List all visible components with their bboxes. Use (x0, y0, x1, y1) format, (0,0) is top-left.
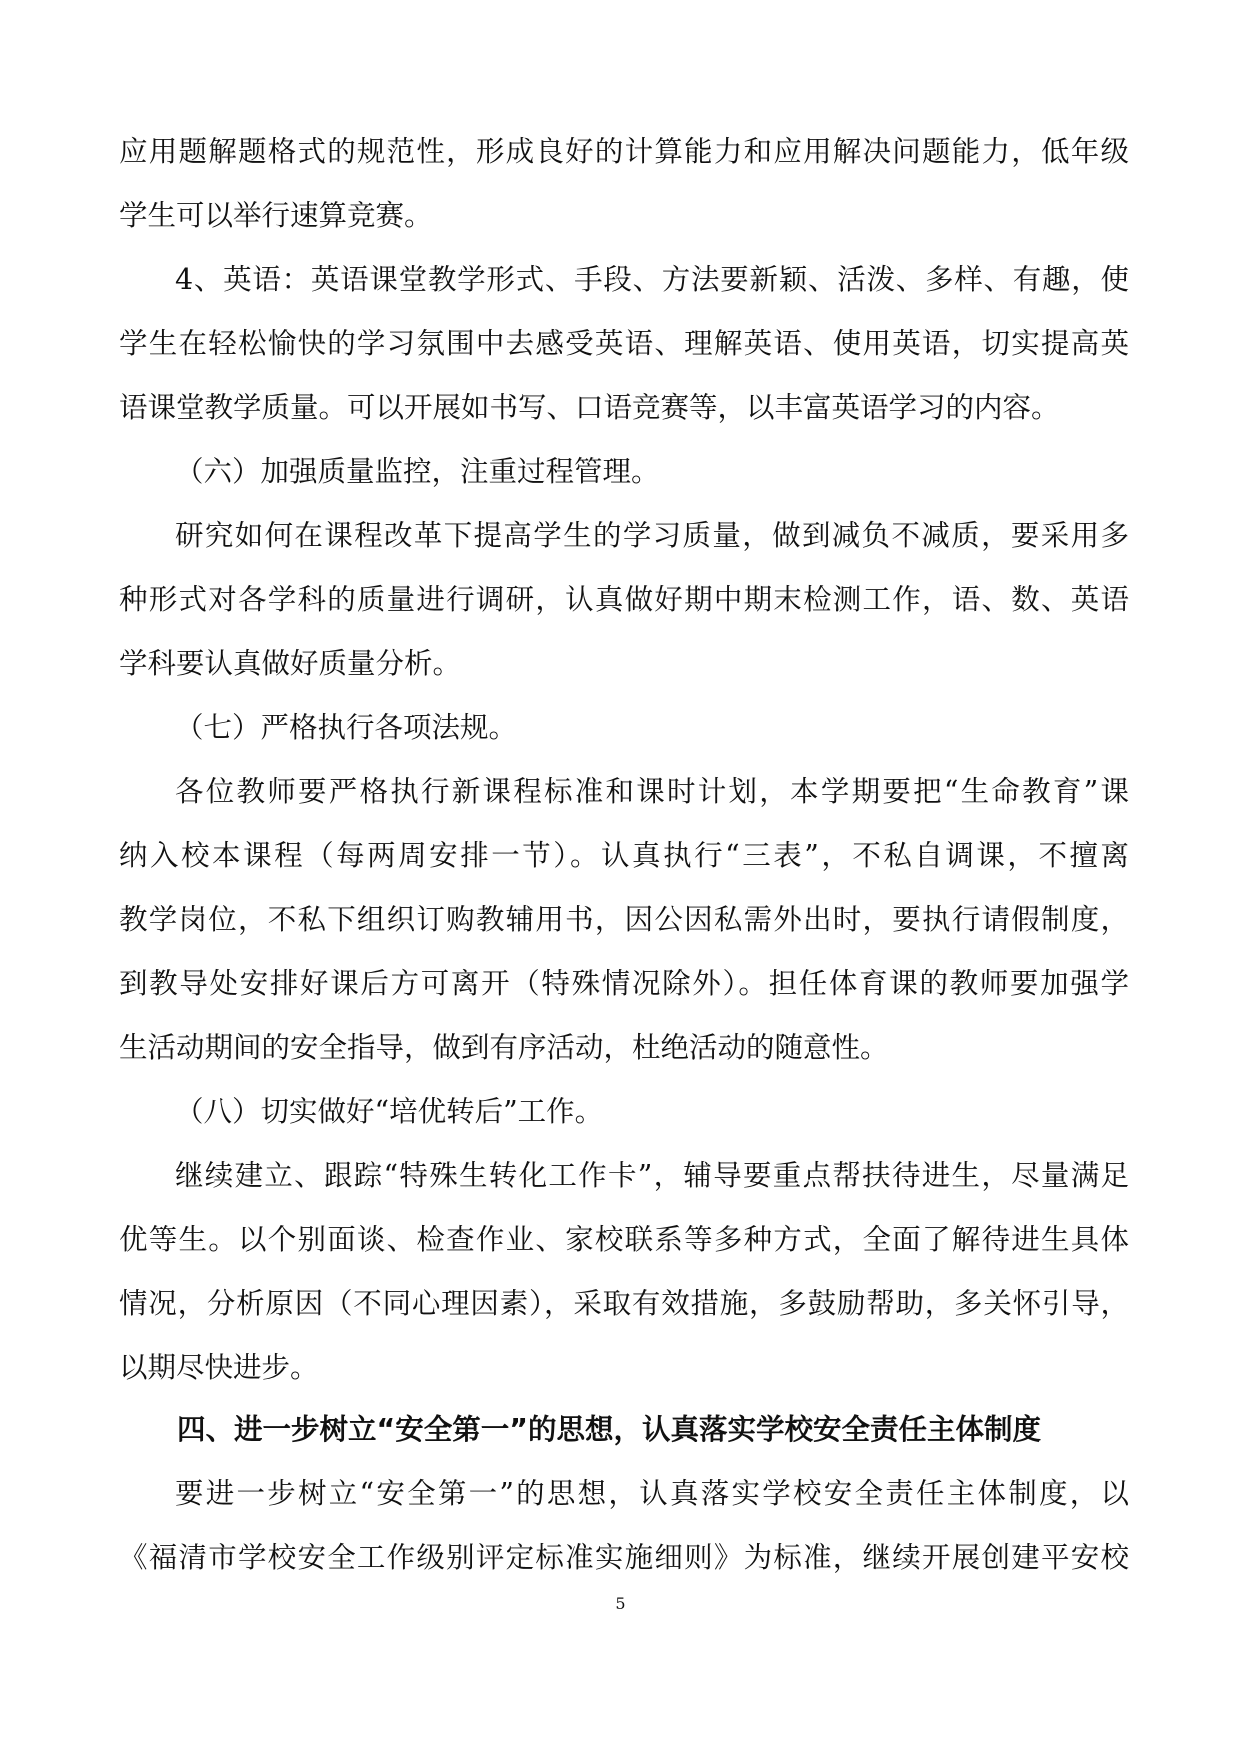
text-line: 纳入校本课程（每两周安排一节）。认真执行“三表”，不私自调课，不擅离 (119, 839, 1129, 872)
section-subheading: （八）切实做好“培优转后”工作。 (175, 1095, 604, 1128)
text-line: 应用题解题格式的规范性，形成良好的计算能力和应用解决问题能力，低年级 (119, 135, 1129, 168)
text-line: 优等生。以个别面谈、检查作业、家校联系等多种方式，全面了解待进生具体 (119, 1223, 1129, 1256)
text-line: 各位教师要严格执行新课程标准和课时计划，本学期要把“生命教育”课 (175, 775, 1129, 808)
text-line: 4、英语：英语课堂教学形式、手段、方法要新颖、活泼、多样、有趣，使 (175, 263, 1129, 296)
text-line: 《福清市学校安全工作级别评定标准实施细则》为标准，继续开展创建平安校 (119, 1541, 1129, 1574)
text-line: 种形式对各学科的质量进行调研，认真做好期中期末检测工作，语、数、英语 (119, 583, 1129, 616)
section-heading: 四、进一步树立“安全第一”的思想，认真落实学校安全责任主体制度 (177, 1413, 1041, 1446)
text-line: 继续建立、跟踪“特殊生转化工作卡”，辅导要重点帮扶待进生，尽量满足 (175, 1159, 1129, 1192)
text-line: 研究如何在课程改革下提高学生的学习质量，做到减负不减质，要采用多 (175, 519, 1129, 552)
section-subheading: （七）严格执行各项法规。 (175, 711, 518, 744)
text-line: 要进一步树立“安全第一”的思想，认真落实学校安全责任主体制度，以 (175, 1477, 1129, 1510)
text-line: 语课堂教学质量。可以开展如书写、口语竞赛等，以丰富英语学习的内容。 (119, 391, 1060, 424)
text-line: 到教导处安排好课后方可离开（特殊情况除外）。担任体育课的教师要加强学 (119, 967, 1129, 1000)
page-number: 5 (615, 1594, 626, 1613)
text-line: 情况，分析原因（不同心理因素），采取有效措施，多鼓励帮助，多关怀引导， (119, 1287, 1129, 1320)
text-line: 学生可以举行速算竞赛。 (119, 199, 433, 232)
text-line: 学科要认真做好质量分析。 (119, 647, 462, 680)
text-line: 生活动期间的安全指导，做到有序活动，杜绝活动的随意性。 (119, 1031, 889, 1064)
text-line: 教学岗位，不私下组织订购教辅用书，因公因私需外出时，要执行请假制度， (119, 903, 1129, 936)
section-subheading: （六）加强质量监控，注重过程管理。 (175, 455, 660, 488)
text-line: 学生在轻松愉快的学习氛围中去感受英语、理解英语、使用英语，切实提高英 (119, 327, 1129, 360)
text-line: 以期尽快进步。 (119, 1351, 319, 1384)
